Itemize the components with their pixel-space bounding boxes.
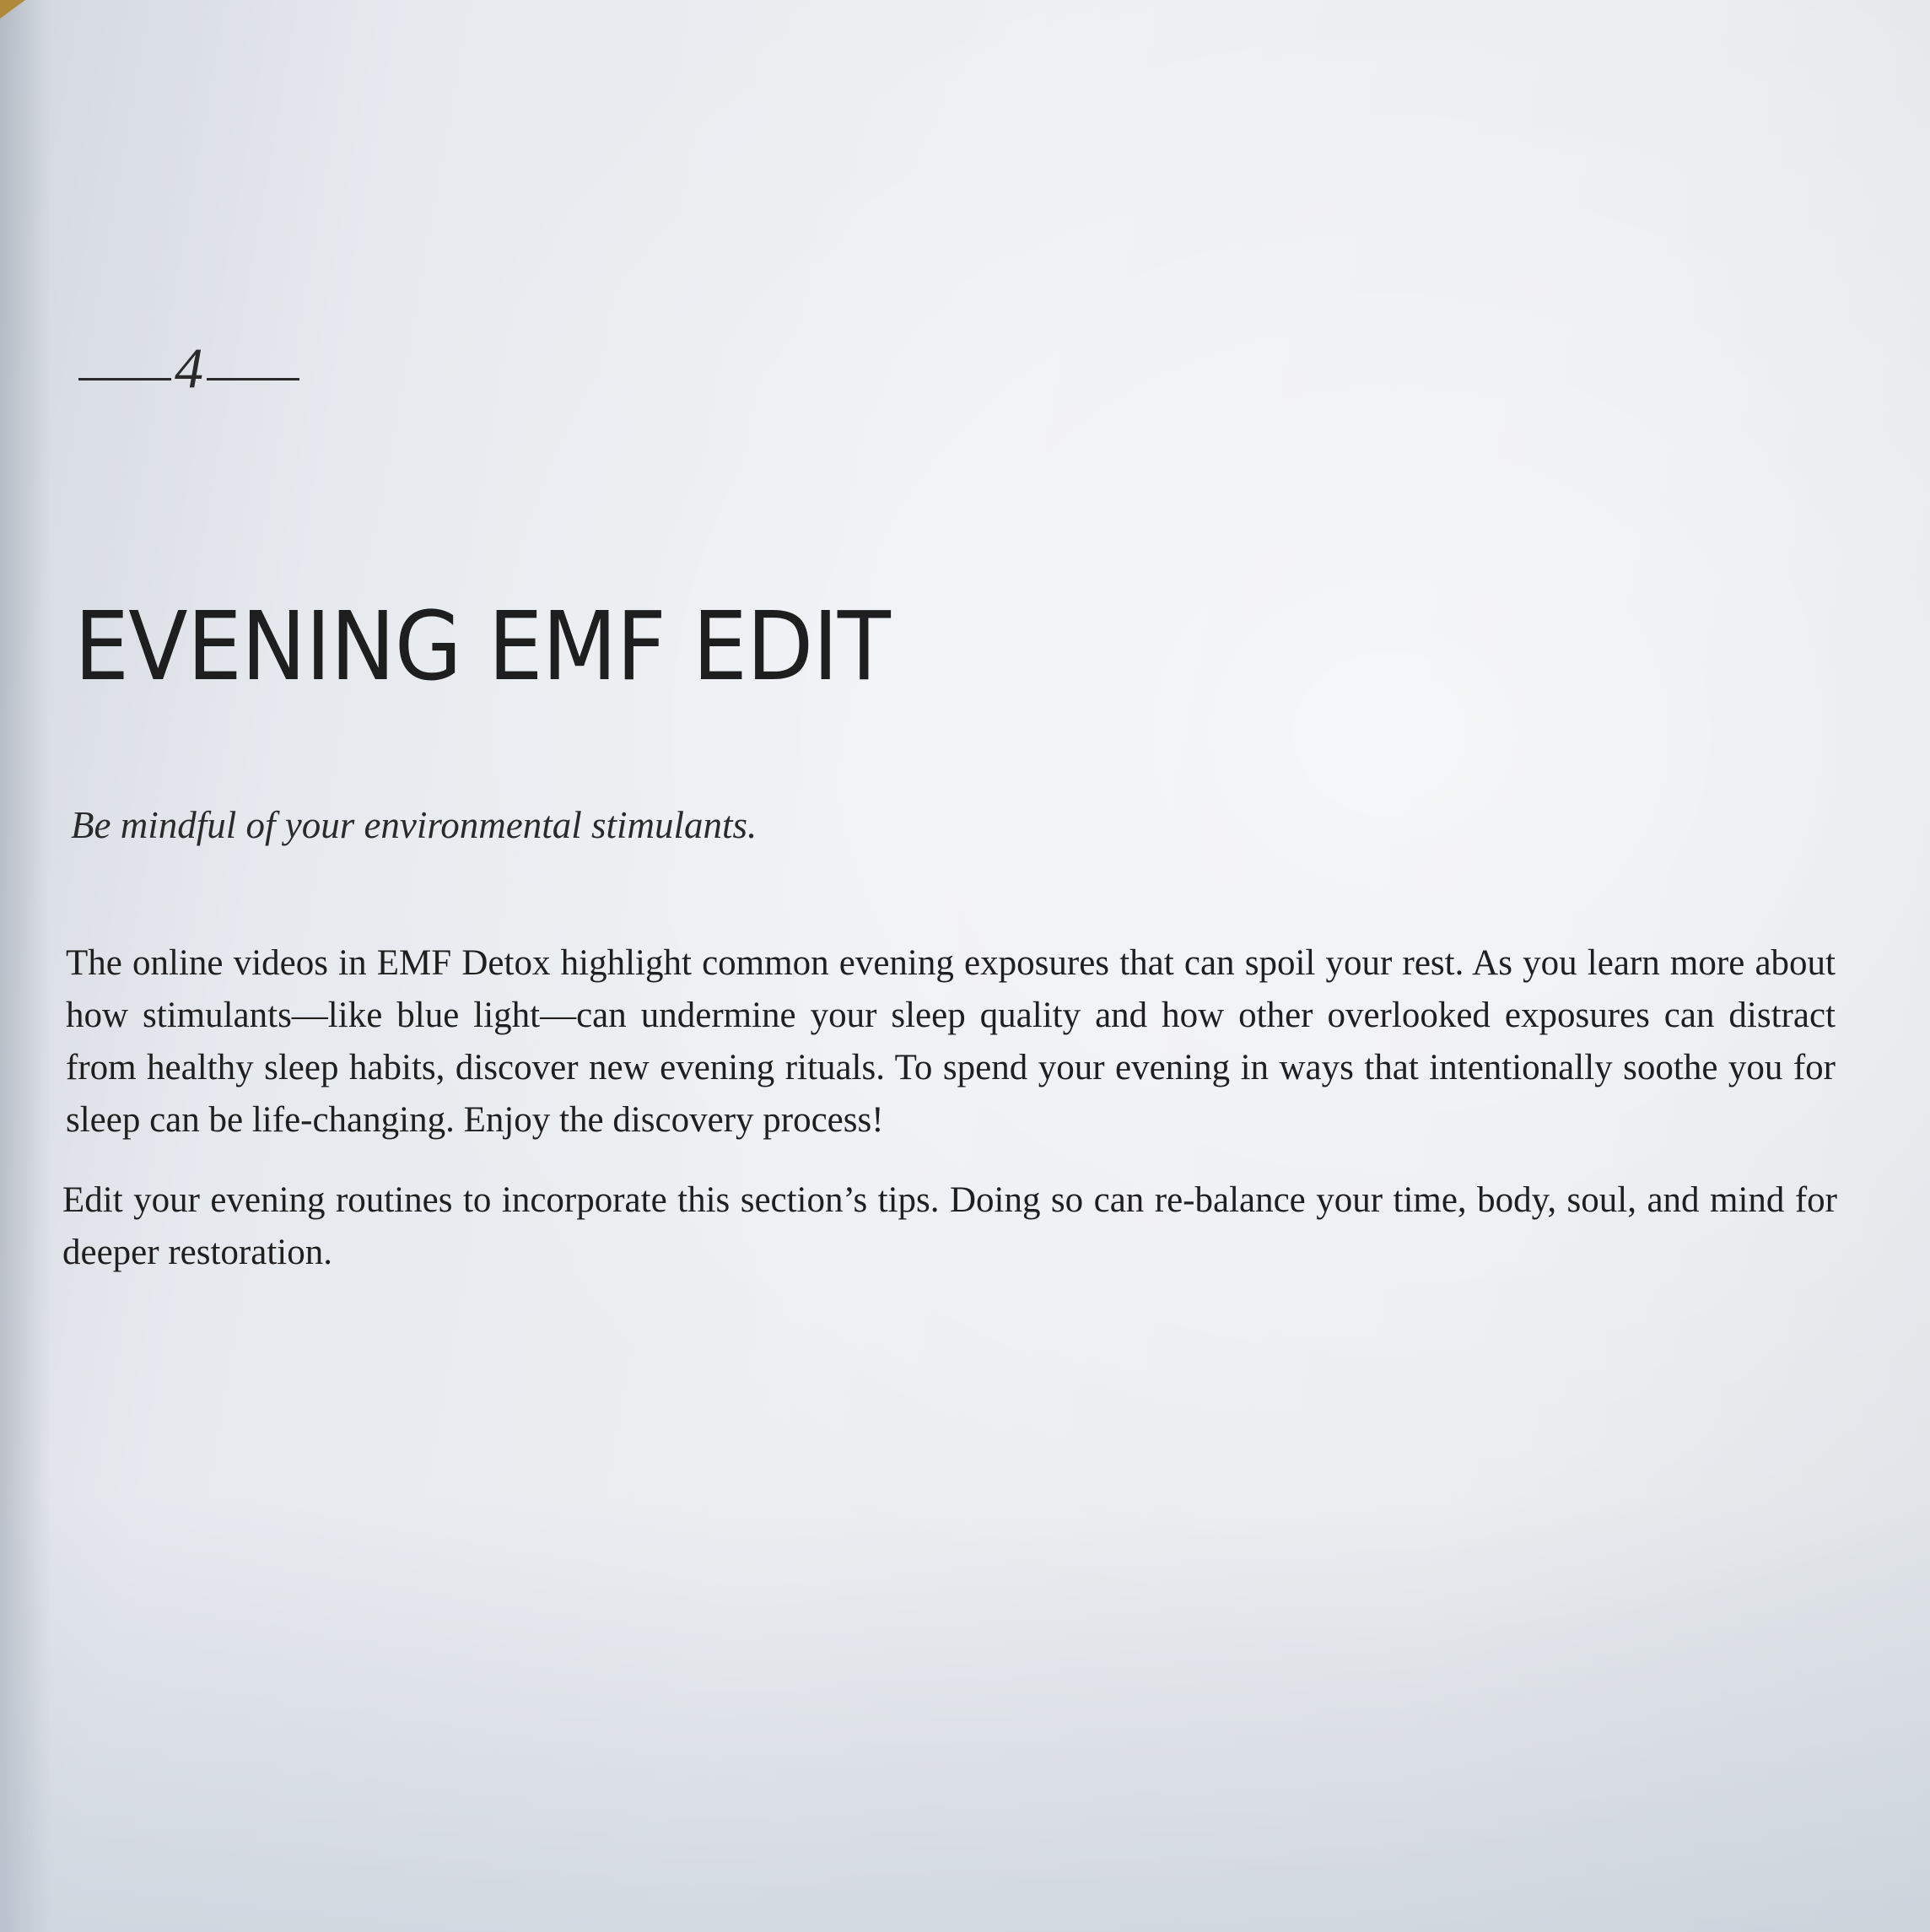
chapter-rule-right — [207, 378, 299, 380]
body-paragraph: Edit your evening routines to incorporate this section’s tips. Doing so can re-balance your time, body, soul, and mind for deeper restoration. — [62, 1180, 1837, 1272]
chapter-title: EVENING EMF EDIT — [74, 592, 890, 702]
chapter-number: 4 — [175, 336, 203, 400]
lower-page-shading — [0, 1493, 1930, 1932]
chapter-rule-left — [78, 378, 171, 380]
chapter-number-marker — [78, 334, 299, 402]
show-through-heading — [1392, 228, 1409, 305]
chapter-epigraph: Be mindful of your environmental stimulants. — [71, 804, 757, 846]
body-paragraph: The online videos in EMF Detox highlight common evening exposures that can spoil your rest. As you learn more about how stimulants—like blue light—can undermine your sleep quality and how other overlooked exposures can distract from healthy sleep habits, discover new evening rituals. To spend your evening in ways that intentionally soothe you for sleep can be life-changing. Enjoy the discovery process! — [66, 943, 1836, 1140]
